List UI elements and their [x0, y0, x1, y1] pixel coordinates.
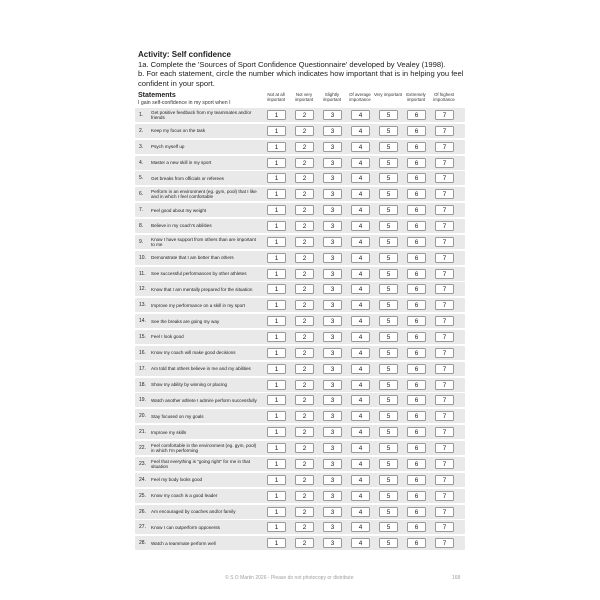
- scale-header-3: Slightly important: [322, 92, 342, 103]
- rating-option-7[interactable]: 7: [435, 459, 454, 469]
- row-statement: Improve my performance on a skill in my sport: [151, 302, 245, 308]
- activity-heading: [138, 50, 478, 88]
- rating-option-1[interactable]: 1: [267, 348, 286, 358]
- rating-option-3[interactable]: 3: [323, 538, 342, 548]
- rating-option-7[interactable]: 7: [435, 348, 454, 358]
- rating-option-6[interactable]: 6: [407, 380, 426, 390]
- rating-option-3[interactable]: 3: [323, 205, 342, 215]
- rating-option-7[interactable]: 7: [435, 364, 454, 374]
- rating-option-5[interactable]: 5: [379, 475, 398, 485]
- rating-option-1[interactable]: 1: [267, 380, 286, 390]
- rating-option-7[interactable]: 7: [435, 427, 454, 437]
- rating-option-5[interactable]: 5: [379, 316, 398, 326]
- rating-option-5[interactable]: 5: [379, 380, 398, 390]
- scale-header-6: Extremely important: [406, 92, 426, 103]
- row-statement: Know I have support from others than are important to me: [151, 236, 256, 247]
- rating-option-3[interactable]: 3: [323, 475, 342, 485]
- rating-option-7[interactable]: 7: [435, 411, 454, 421]
- rating-option-3[interactable]: 3: [323, 126, 342, 136]
- rating-option-1[interactable]: 1: [267, 189, 286, 199]
- rating-option-1[interactable]: 1: [267, 316, 286, 326]
- rating-option-3[interactable]: 3: [323, 364, 342, 374]
- rating-option-1[interactable]: 1: [267, 427, 286, 437]
- row-number: 21.: [139, 429, 146, 436]
- rating-option-7[interactable]: 7: [435, 380, 454, 390]
- row-number: 7.: [139, 207, 144, 214]
- rating-option-6[interactable]: 6: [407, 316, 426, 326]
- scale-header-5: Very important: [373, 92, 403, 97]
- row-statement: Believe in my coach's abilities: [151, 223, 212, 229]
- rating-option-7[interactable]: 7: [435, 491, 454, 501]
- row-statement: Am told that others believe in me and my abilities: [151, 366, 251, 372]
- scale-header-2: Not very important: [294, 92, 314, 103]
- questionnaire-row: [135, 536, 465, 550]
- rating-option-2[interactable]: 2: [295, 110, 314, 120]
- row-statement: Know my coach will make good decisions: [151, 350, 236, 356]
- rating-option-4[interactable]: 4: [351, 507, 370, 517]
- rating-option-1[interactable]: 1: [267, 491, 286, 501]
- rating-option-5[interactable]: 5: [379, 158, 398, 168]
- rating-option-4[interactable]: 4: [351, 364, 370, 374]
- scale-header-4: Of average importance: [349, 92, 371, 103]
- rating-option-3[interactable]: 3: [323, 158, 342, 168]
- row-number: 3.: [139, 143, 144, 150]
- questionnaire-row: [135, 520, 465, 534]
- rating-option-4[interactable]: 4: [351, 427, 370, 437]
- rating-option-3[interactable]: 3: [323, 491, 342, 501]
- instruction-line-1: 1a. Complete the 'Sources of Sport Confidence Questionnaire' developed by Vealey (1998).: [138, 59, 446, 69]
- rating-option-3[interactable]: 3: [323, 173, 342, 183]
- rating-option-3[interactable]: 3: [323, 142, 342, 152]
- scale-header-1: Not at all important: [266, 92, 286, 103]
- rating-option-5[interactable]: 5: [379, 189, 398, 199]
- questionnaire-row: [135, 108, 465, 122]
- rating-option-2[interactable]: 2: [295, 522, 314, 532]
- row-statement: Feel that everything is "going right" for me in that situation: [151, 458, 251, 469]
- questionnaire-row: [135, 362, 465, 376]
- rating-option-4[interactable]: 4: [351, 205, 370, 215]
- rating-option-2[interactable]: 2: [295, 443, 314, 453]
- rating-option-3[interactable]: 3: [323, 332, 342, 342]
- rating-option-1[interactable]: 1: [267, 395, 286, 405]
- rating-option-3[interactable]: 3: [323, 380, 342, 390]
- rating-option-1[interactable]: 1: [267, 443, 286, 453]
- rating-option-4[interactable]: 4: [351, 538, 370, 548]
- rating-option-5[interactable]: 5: [379, 173, 398, 183]
- rating-option-1[interactable]: 1: [267, 253, 286, 263]
- rating-option-7[interactable]: 7: [435, 173, 454, 183]
- rating-option-1[interactable]: 1: [267, 205, 286, 215]
- rating-option-6[interactable]: 6: [407, 253, 426, 263]
- rating-option-5[interactable]: 5: [379, 364, 398, 374]
- rating-option-6[interactable]: 6: [407, 332, 426, 342]
- rating-option-6[interactable]: 6: [407, 427, 426, 437]
- questionnaire-row: [135, 171, 465, 185]
- row-number: 28.: [139, 540, 146, 547]
- rating-option-6[interactable]: 6: [407, 221, 426, 231]
- row-number: 26.: [139, 508, 146, 515]
- questionnaire-row: [135, 441, 465, 455]
- rating-option-2[interactable]: 2: [295, 427, 314, 437]
- row-statement: Watch another athlete I admire perform successfully: [151, 397, 257, 403]
- rating-option-3[interactable]: 3: [323, 411, 342, 421]
- rating-option-4[interactable]: 4: [351, 316, 370, 326]
- questionnaire-row: [135, 140, 465, 154]
- row-number: 17.: [139, 365, 146, 372]
- rating-option-6[interactable]: 6: [407, 189, 426, 199]
- rating-option-6[interactable]: 6: [407, 126, 426, 136]
- row-statement: Know I can outperform opponents: [151, 524, 220, 530]
- rating-option-6[interactable]: 6: [407, 443, 426, 453]
- rating-option-1[interactable]: 1: [267, 332, 286, 342]
- rating-option-6[interactable]: 6: [407, 158, 426, 168]
- rating-option-5[interactable]: 5: [379, 443, 398, 453]
- row-number: 23.: [139, 460, 146, 467]
- rating-option-7[interactable]: 7: [435, 126, 454, 136]
- rating-option-4[interactable]: 4: [351, 395, 370, 405]
- rating-option-4[interactable]: 4: [351, 491, 370, 501]
- statements-header: Statements: [138, 92, 176, 99]
- rating-option-3[interactable]: 3: [323, 269, 342, 279]
- rating-option-5[interactable]: 5: [379, 284, 398, 294]
- row-number: 24.: [139, 476, 146, 483]
- row-number: 25.: [139, 492, 146, 499]
- rating-option-7[interactable]: 7: [435, 110, 454, 120]
- row-number: 9.: [139, 238, 144, 245]
- rating-option-6[interactable]: 6: [407, 300, 426, 310]
- rating-option-7[interactable]: 7: [435, 507, 454, 517]
- rating-option-3[interactable]: 3: [323, 316, 342, 326]
- rating-option-1[interactable]: 1: [267, 237, 286, 247]
- row-number: 15.: [139, 334, 146, 341]
- questionnaire-row: [135, 330, 465, 344]
- row-statement: Feel comfortable in the environment (eg. gym, pool) in which I'm performing: [151, 442, 257, 454]
- rating-option-7[interactable]: 7: [435, 300, 454, 310]
- rating-option-1[interactable]: 1: [267, 142, 286, 152]
- row-statement: Stay focused on my goals: [151, 413, 204, 419]
- row-statement: Get breaks from officials or referees: [151, 175, 224, 181]
- row-statement: Get positive feedback from my teammates and/or friends: [151, 109, 252, 120]
- questionnaire-row: [135, 346, 465, 360]
- questionnaire-row: [135, 187, 465, 201]
- rating-option-3[interactable]: 3: [323, 427, 342, 437]
- rating-option-4[interactable]: 4: [351, 411, 370, 421]
- rating-option-2[interactable]: 2: [295, 253, 314, 263]
- row-statement: Know that I am mentally prepared for the situation: [151, 286, 253, 292]
- questionnaire-row: [135, 282, 465, 296]
- rating-option-4[interactable]: 4: [351, 173, 370, 183]
- row-number: 14.: [139, 318, 146, 325]
- row-statement: Master a new skill in my sport: [151, 159, 212, 165]
- rating-option-3[interactable]: 3: [323, 221, 342, 231]
- rating-option-6[interactable]: 6: [407, 142, 426, 152]
- rating-option-4[interactable]: 4: [351, 221, 370, 231]
- rating-option-5[interactable]: 5: [379, 332, 398, 342]
- rating-option-7[interactable]: 7: [435, 189, 454, 199]
- questionnaire-row: [135, 473, 465, 487]
- rating-option-2[interactable]: 2: [295, 459, 314, 469]
- row-number: 6.: [139, 191, 144, 198]
- rating-option-7[interactable]: 7: [435, 269, 454, 279]
- rating-option-2[interactable]: 2: [295, 221, 314, 231]
- rating-option-5[interactable]: 5: [379, 253, 398, 263]
- rating-option-2[interactable]: 2: [295, 491, 314, 501]
- row-statement: Know my coach is a good leader: [151, 493, 218, 499]
- row-number: 8.: [139, 223, 144, 230]
- row-number: 1.: [139, 112, 144, 118]
- rating-option-4[interactable]: 4: [351, 284, 370, 294]
- rating-option-3[interactable]: 3: [323, 237, 342, 247]
- rating-option-1[interactable]: 1: [267, 300, 286, 310]
- questionnaire-row: [135, 314, 465, 328]
- questionnaire-row: [135, 298, 465, 312]
- rating-option-2[interactable]: 2: [295, 126, 314, 136]
- rating-option-5[interactable]: 5: [379, 507, 398, 517]
- instruction-line-3: confident in your sport.: [138, 78, 215, 88]
- rating-option-4[interactable]: 4: [351, 142, 370, 152]
- rating-option-2[interactable]: 2: [295, 475, 314, 485]
- questionnaire-row: [135, 409, 465, 423]
- rating-option-2[interactable]: 2: [295, 189, 314, 199]
- rating-option-5[interactable]: 5: [379, 300, 398, 310]
- rating-option-5[interactable]: 5: [379, 522, 398, 532]
- rating-option-5[interactable]: 5: [379, 205, 398, 215]
- row-statement: Improve my skills: [151, 429, 187, 435]
- rating-option-6[interactable]: 6: [407, 491, 426, 501]
- questionnaire-row: [135, 267, 465, 281]
- questionnaire-row: [135, 219, 465, 233]
- rating-option-5[interactable]: 5: [379, 110, 398, 120]
- rating-option-5[interactable]: 5: [379, 221, 398, 231]
- rating-option-6[interactable]: 6: [407, 475, 426, 485]
- row-number: 13.: [139, 302, 146, 309]
- rating-option-4[interactable]: 4: [351, 300, 370, 310]
- rating-option-7[interactable]: 7: [435, 253, 454, 263]
- rating-option-2[interactable]: 2: [295, 364, 314, 374]
- questionnaire-row: [135, 457, 465, 471]
- rating-option-5[interactable]: 5: [379, 269, 398, 279]
- rating-option-2[interactable]: 2: [295, 507, 314, 517]
- rating-option-1[interactable]: 1: [267, 411, 286, 421]
- rating-option-3[interactable]: 3: [323, 443, 342, 453]
- rating-option-2[interactable]: 2: [295, 348, 314, 358]
- row-number: 16.: [139, 349, 146, 356]
- rating-option-6[interactable]: 6: [407, 284, 426, 294]
- row-number: 11.: [139, 270, 146, 277]
- row-statement: Feel my body looks good: [151, 477, 203, 483]
- questionnaire-row: [135, 251, 465, 265]
- rating-option-7[interactable]: 7: [435, 142, 454, 152]
- rating-option-4[interactable]: 4: [351, 522, 370, 532]
- row-statement: Feel I look good: [151, 334, 184, 340]
- rating-option-1[interactable]: 1: [267, 475, 286, 485]
- rating-option-5[interactable]: 5: [379, 427, 398, 437]
- rating-option-3[interactable]: 3: [323, 284, 342, 294]
- rating-option-2[interactable]: 2: [295, 237, 314, 247]
- rating-option-7[interactable]: 7: [435, 395, 454, 405]
- row-statement: Perform in an environment (eg. gym, pool) that I like and in which I feel comfortable: [151, 189, 257, 200]
- rating-option-2[interactable]: 2: [295, 205, 314, 215]
- rating-option-1[interactable]: 1: [267, 364, 286, 374]
- rating-option-7[interactable]: 7: [435, 475, 454, 485]
- row-statement: Watch a teammate perform well: [151, 540, 216, 546]
- rating-option-4[interactable]: 4: [351, 348, 370, 358]
- row-number: 2.: [139, 127, 144, 134]
- questionnaire-row: [135, 489, 465, 503]
- rating-option-1[interactable]: 1: [267, 522, 286, 532]
- rating-option-5[interactable]: 5: [379, 395, 398, 405]
- rating-option-4[interactable]: 4: [351, 380, 370, 390]
- rating-option-2[interactable]: 2: [295, 269, 314, 279]
- rating-option-5[interactable]: 5: [379, 237, 398, 247]
- rating-option-4[interactable]: 4: [351, 443, 370, 453]
- row-statement: Psych myself up: [151, 144, 185, 150]
- statements-subheader: I gain self-confidence in my sport when I: [138, 100, 231, 106]
- page-number: 168: [452, 575, 461, 581]
- rating-option-6[interactable]: 6: [407, 173, 426, 183]
- row-number: 18.: [139, 381, 146, 388]
- rating-option-4[interactable]: 4: [351, 332, 370, 342]
- rating-option-7[interactable]: 7: [435, 205, 454, 215]
- rating-option-5[interactable]: 5: [379, 491, 398, 501]
- rating-option-3[interactable]: 3: [323, 110, 342, 120]
- rating-option-2[interactable]: 2: [295, 284, 314, 294]
- row-number: 19.: [139, 397, 146, 404]
- rating-option-1[interactable]: 1: [267, 110, 286, 120]
- rating-option-7[interactable]: 7: [435, 538, 454, 548]
- rating-option-6[interactable]: 6: [407, 364, 426, 374]
- row-statement: Show my ability by winning or placing: [151, 382, 228, 387]
- rating-option-3[interactable]: 3: [323, 522, 342, 532]
- rating-option-2[interactable]: 2: [295, 538, 314, 548]
- rating-option-1[interactable]: 1: [267, 507, 286, 517]
- rating-option-1[interactable]: 1: [267, 126, 286, 136]
- rating-option-2[interactable]: 2: [295, 158, 314, 168]
- rating-option-7[interactable]: 7: [435, 237, 454, 247]
- rating-option-4[interactable]: 4: [351, 269, 370, 279]
- questionnaire-row: [135, 235, 465, 249]
- instruction-line-2: b. For each statement, circle the number which indicates how important that is in helping you feel: [138, 69, 464, 78]
- rating-option-3[interactable]: 3: [323, 189, 342, 199]
- row-number: 22.: [139, 445, 146, 452]
- rating-option-2[interactable]: 2: [295, 316, 314, 326]
- rating-option-6[interactable]: 6: [407, 205, 426, 215]
- rating-option-1[interactable]: 1: [267, 269, 286, 279]
- rating-option-4[interactable]: 4: [351, 459, 370, 469]
- rating-option-5[interactable]: 5: [379, 348, 398, 358]
- row-statement: Am encouraged by coaches and/or family: [151, 508, 236, 514]
- rating-option-6[interactable]: 6: [407, 110, 426, 120]
- rating-option-4[interactable]: 4: [351, 158, 370, 168]
- rating-option-3[interactable]: 3: [323, 395, 342, 405]
- row-statement: See the breaks are going my way: [151, 318, 220, 324]
- rating-option-2[interactable]: 2: [295, 380, 314, 390]
- rating-option-1[interactable]: 1: [267, 284, 286, 294]
- rating-option-6[interactable]: 6: [407, 395, 426, 405]
- rating-option-3[interactable]: 3: [323, 348, 342, 358]
- questionnaire-row: [135, 378, 465, 392]
- rating-option-3[interactable]: 3: [323, 507, 342, 517]
- rating-option-3[interactable]: 3: [323, 300, 342, 310]
- activity-title: Activity: Self confidence: [138, 50, 231, 59]
- questionnaire-row: [135, 203, 465, 217]
- row-number: 10.: [139, 254, 146, 261]
- questionnaire-row: [135, 425, 465, 439]
- rating-option-6[interactable]: 6: [407, 348, 426, 358]
- scale-header-7: Of highest importance: [433, 92, 455, 103]
- rating-option-2[interactable]: 2: [295, 411, 314, 421]
- rating-option-4[interactable]: 4: [351, 475, 370, 485]
- rating-option-5[interactable]: 5: [379, 142, 398, 152]
- rating-option-7[interactable]: 7: [435, 443, 454, 453]
- rating-option-1[interactable]: 1: [267, 538, 286, 548]
- row-number: 4.: [139, 159, 144, 166]
- row-number: 5.: [139, 175, 144, 182]
- row-statement: See successful performances by other athletes: [151, 270, 247, 276]
- row-statement: Keep my focus on the task: [151, 128, 206, 134]
- rating-option-2[interactable]: 2: [295, 173, 314, 183]
- rating-option-6[interactable]: 6: [407, 237, 426, 247]
- rating-option-6[interactable]: 6: [407, 459, 426, 469]
- rating-option-5[interactable]: 5: [379, 459, 398, 469]
- row-statement: Demonstrate that I am better than others: [151, 255, 234, 261]
- row-number: 20.: [139, 413, 146, 420]
- copyright-notice: © S O Martin 2026 - Please do not photocopy or distribute: [225, 575, 354, 581]
- rating-option-5[interactable]: 5: [379, 411, 398, 421]
- rating-option-6[interactable]: 6: [407, 538, 426, 548]
- row-number: 27.: [139, 524, 146, 531]
- questionnaire-row: [135, 505, 465, 519]
- rating-option-6[interactable]: 6: [407, 411, 426, 421]
- rating-option-2[interactable]: 2: [295, 395, 314, 405]
- rating-option-1[interactable]: 1: [267, 221, 286, 231]
- rating-option-7[interactable]: 7: [435, 316, 454, 326]
- rating-option-2[interactable]: 2: [295, 300, 314, 310]
- rating-option-5[interactable]: 5: [379, 538, 398, 548]
- rating-option-4[interactable]: 4: [351, 253, 370, 263]
- rating-option-1[interactable]: 1: [267, 173, 286, 183]
- rating-option-7[interactable]: 7: [435, 284, 454, 294]
- rating-option-4[interactable]: 4: [351, 126, 370, 136]
- rating-option-1[interactable]: 1: [267, 459, 286, 469]
- rating-option-6[interactable]: 6: [407, 269, 426, 279]
- questionnaire-row: [135, 393, 465, 407]
- rating-option-7[interactable]: 7: [435, 221, 454, 231]
- rating-option-2[interactable]: 2: [295, 332, 314, 342]
- rating-option-6[interactable]: 6: [407, 522, 426, 532]
- rating-option-4[interactable]: 4: [351, 237, 370, 247]
- row-number: 12.: [139, 286, 146, 293]
- rating-option-3[interactable]: 3: [323, 253, 342, 263]
- rating-option-1[interactable]: 1: [267, 158, 286, 168]
- questionnaire-row: [135, 156, 465, 170]
- rating-option-6[interactable]: 6: [407, 507, 426, 517]
- rating-option-7[interactable]: 7: [435, 332, 454, 342]
- rating-option-4[interactable]: 4: [351, 189, 370, 199]
- rating-option-3[interactable]: 3: [323, 459, 342, 469]
- row-statement: Feel good about my weight: [151, 207, 207, 213]
- rating-option-4[interactable]: 4: [351, 110, 370, 120]
- questionnaire-row: [135, 124, 465, 138]
- rating-option-2[interactable]: 2: [295, 142, 314, 152]
- rating-option-5[interactable]: 5: [379, 126, 398, 136]
- rating-option-7[interactable]: 7: [435, 522, 454, 532]
- rating-option-7[interactable]: 7: [435, 158, 454, 168]
